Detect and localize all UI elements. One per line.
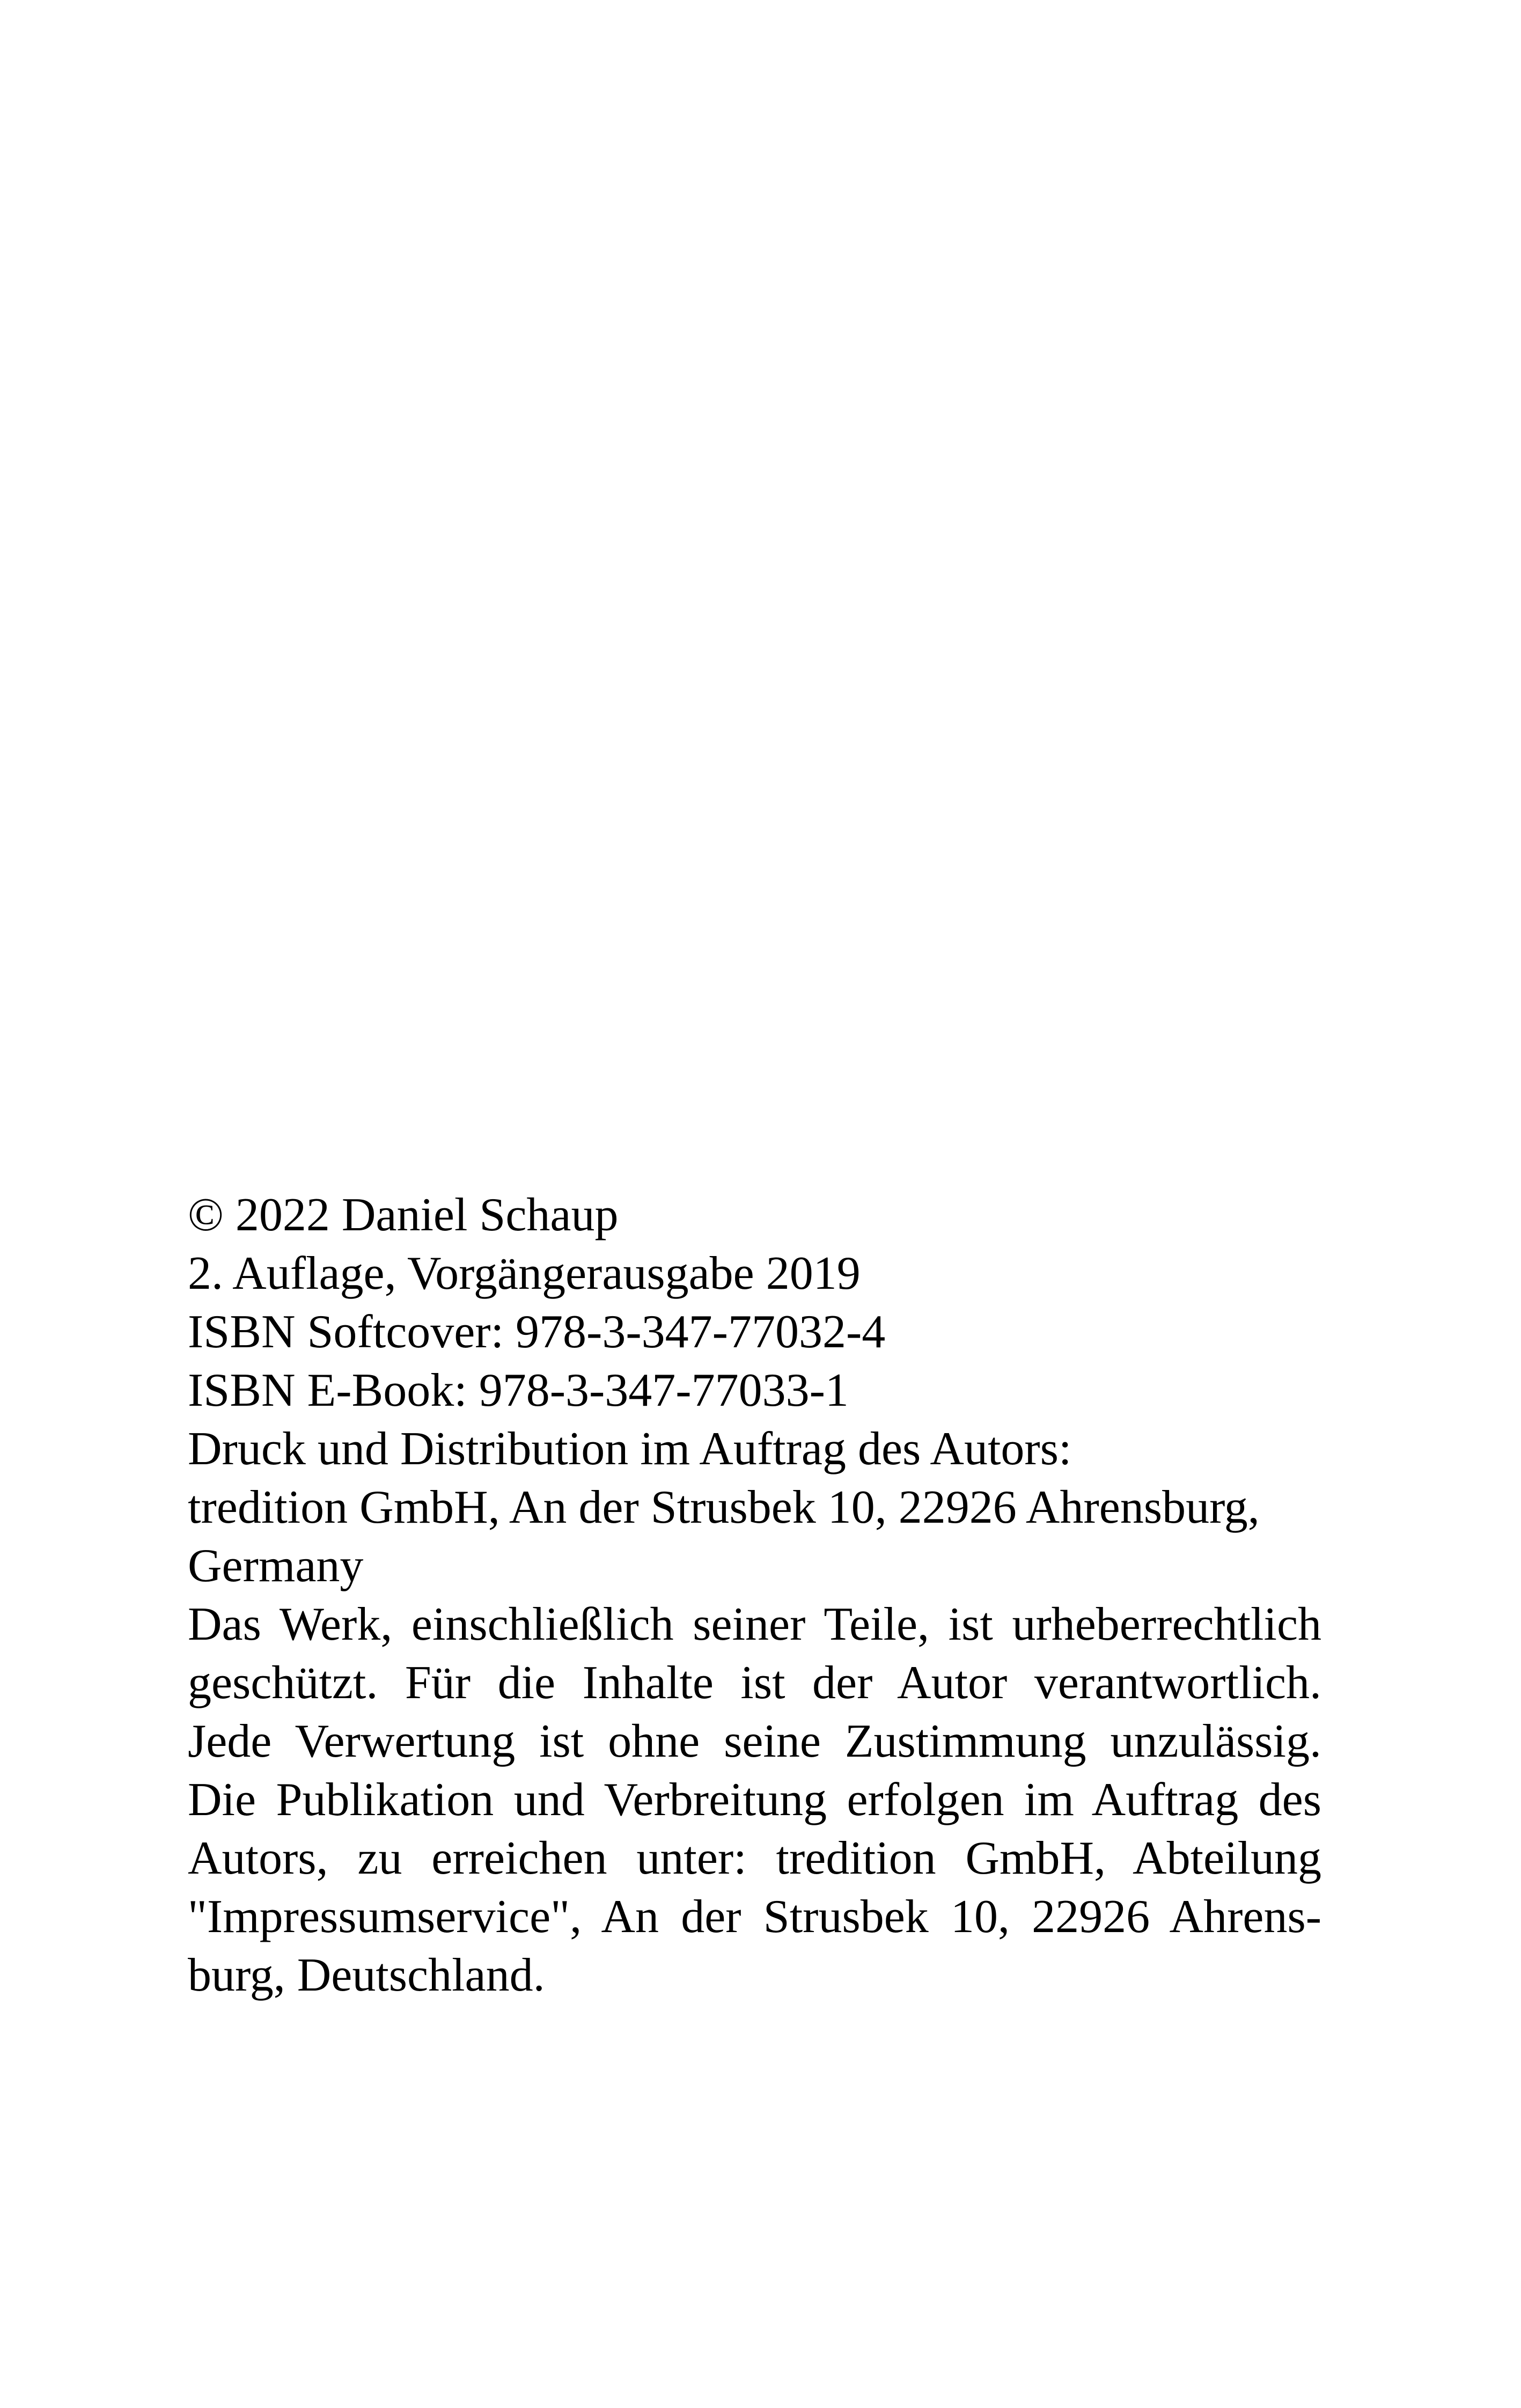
legal-notice-line: Das Werk, einschließlich seiner Teile, ist urheberrechtlich: [188, 1598, 1321, 1650]
imprint-block: [188, 1186, 1321, 2005]
legal-notice-line: Autors, zu erreichen unter: tredition GmbH, Abteilung: [188, 1832, 1321, 1884]
copyright-line: © 2022 Daniel Schaup: [188, 1189, 619, 1241]
legal-notice-line: burg, Deutschland.: [188, 1949, 545, 2001]
publisher-country-line: Germany: [188, 1540, 364, 1592]
legal-notice-line: Jede Verwertung ist ohne seine Zustimmung unzulässig.: [188, 1715, 1321, 1767]
legal-notice-line: geschützt. Für die Inhalte ist der Autor verantwortlich.: [188, 1657, 1321, 1709]
legal-notice-line: Die Publikation und Verbreitung erfolgen im Auftrag des: [188, 1774, 1321, 1826]
edition-line: 2. Auflage, Vorgängerausgabe 2019: [188, 1247, 861, 1300]
legal-notice-paragraph: [188, 1595, 1321, 2005]
legal-notice-line: "Impressumservice", An der Strusbek 10, 22926 Ahrens-: [188, 1891, 1321, 1943]
publisher-address-line: tredition GmbH, An der Strusbek 10, 22926 Ahrensburg,: [188, 1481, 1260, 1533]
isbn-softcover-line: ISBN Softcover: 978-3-347-77032-4: [188, 1306, 886, 1358]
printing-distribution-line: Druck und Distribution im Auftrag des Autors:: [188, 1423, 1072, 1475]
isbn-ebook-line: ISBN E-Book: 978-3-347-77033-1: [188, 1364, 849, 1416]
